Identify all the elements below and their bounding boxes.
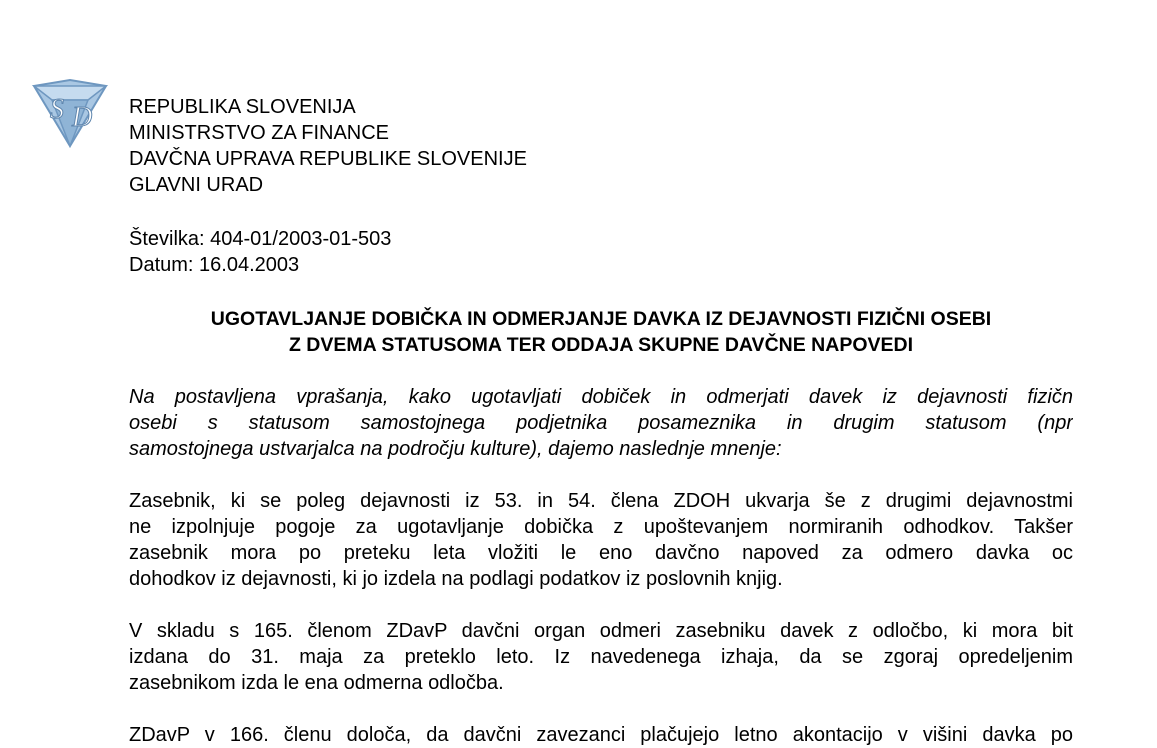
svg-text:S: S [50, 94, 64, 125]
letterhead-line: DAVČNA UPRAVA REPUBLIKE SLOVENIJE [129, 148, 527, 170]
paragraph-line: izdana do 31. maja za preteklo leto. Iz navedenega izhaja, da se zgoraj opredeljenim [129, 646, 1073, 668]
paragraph-intro [129, 384, 1073, 462]
svg-text:D: D [72, 102, 93, 133]
document-meta [129, 226, 1073, 278]
paragraph-line: dohodkov iz dejavnosti, ki jo izdela na podlagi podatkov iz poslovnih knjig. [129, 568, 783, 590]
paragraph-line: zasebnikom izda le ena odmerna odločba. [129, 672, 504, 694]
title-line: UGOTAVLJANJE DOBIČKA IN ODMERJANJE DAVKA IZ DEJAVNOSTI FIZIČNI OSEBI [210, 308, 992, 330]
document-body [129, 94, 1073, 748]
paragraph-line: Na postavljena vprašanja, kako ugotavljati dobiček in odmerjati davek iz dejavnosti fizičn [129, 386, 1073, 408]
letterhead-line: GLAVNI URAD [129, 174, 264, 196]
letterhead [129, 94, 1073, 198]
paragraph [129, 618, 1073, 696]
paragraph-line: ne izpolnjuje pogoje za ugotavljanje dobička z upoštevanjem normiranih odhodkov. Takšer [129, 516, 1073, 538]
letterhead-line: MINISTRSTVO ZA FINANCE [129, 122, 390, 144]
document-date: Datum: 16.04.2003 [129, 254, 300, 276]
title-line: Z DVEMA STATUSOMA TER ODDAJA SKUPNE DAVČNE NAPOVEDI [288, 334, 914, 356]
document-number: Številka: 404-01/2003-01-503 [129, 228, 392, 250]
document-title [129, 306, 1073, 358]
paragraph [129, 488, 1073, 592]
letterhead-line: REPUBLIKA SLOVENIJA [129, 96, 356, 118]
paragraph-line: samostojnega ustvarjalca na področju kulture), dajemo naslednje mnenje: [129, 438, 782, 460]
paragraph-line: zasebnik mora po preteku leta vložiti le eno davčno napoved za odmero davka oc [129, 542, 1073, 564]
paragraph-line: ZDavP v 166. členu določa, da davčni zavezanci plačujejo letno akontacijo v višini davka po [129, 724, 1073, 746]
tax-administration-logo-icon [28, 78, 112, 148]
paragraph [129, 722, 1073, 748]
paragraph-line: Zasebnik, ki se poleg dejavnosti iz 53. in 54. člena ZDOH ukvarja še z drugimi dejavnostmi [129, 490, 1073, 512]
paragraph-line: osebi s statusom samostojnega podjetnika posameznika in drugim statusom (npr [129, 412, 1073, 434]
paragraph-line: V skladu s 165. členom ZDavP davčni organ odmeri zasebniku davek z odločbo, ki mora bit [129, 620, 1073, 642]
